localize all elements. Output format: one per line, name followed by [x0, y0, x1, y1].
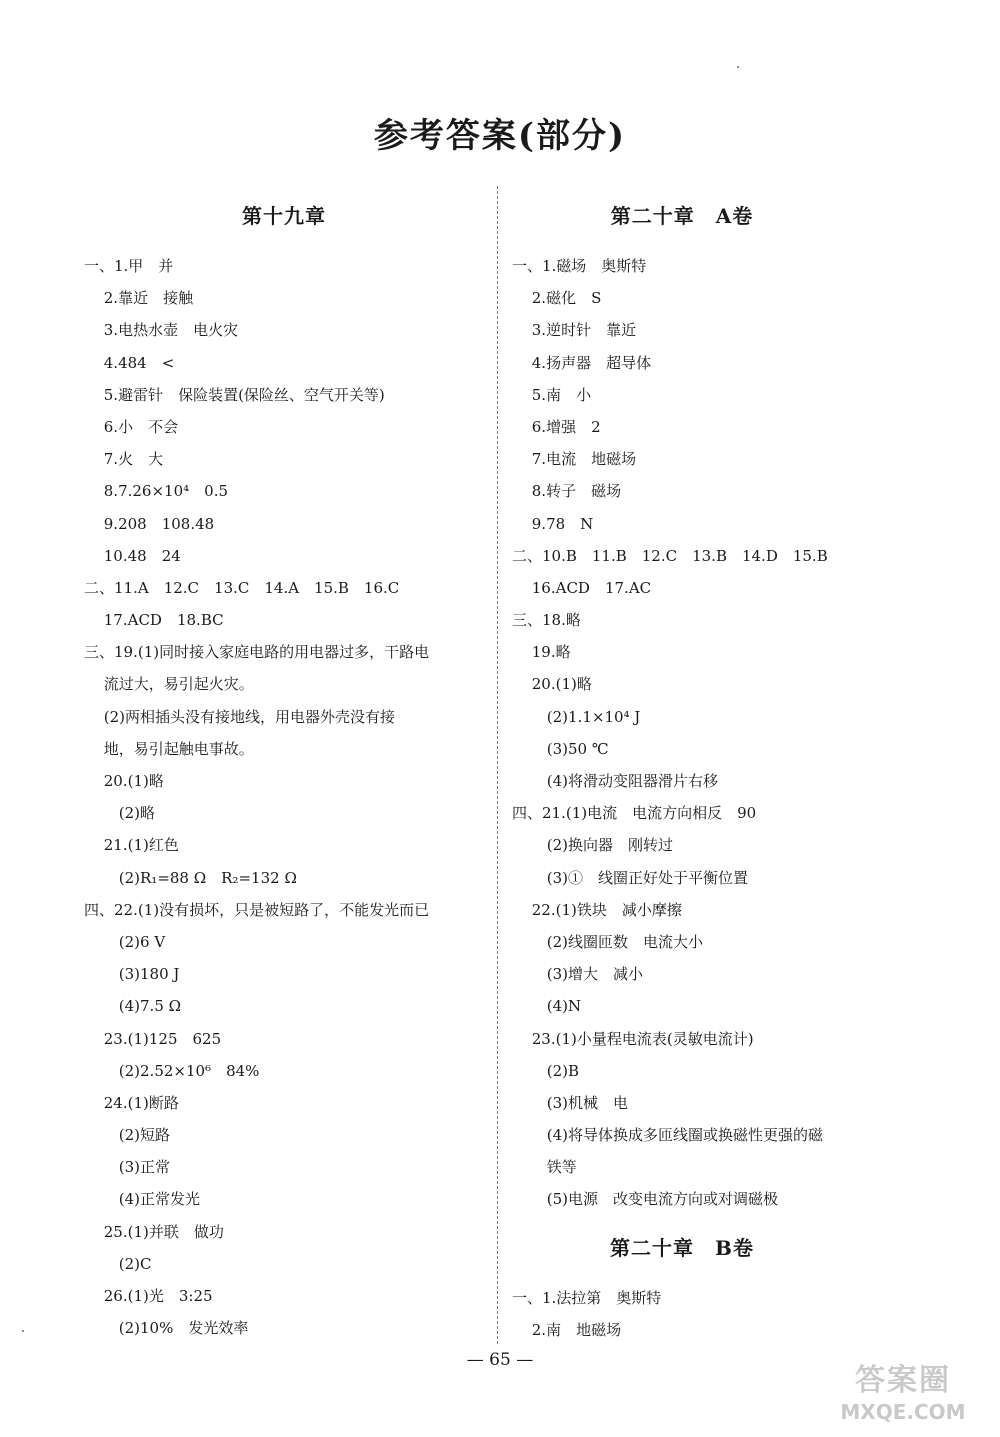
answer-line: (2)略 [84, 804, 156, 823]
answer-line: (3)180 J [84, 965, 180, 984]
column-divider [497, 186, 498, 1344]
answer-line: (3)正常 [84, 1158, 171, 1177]
right-column [512, 200, 932, 1346]
answer-line: 三、19.(1)同时接入家庭电路的用电器过多，干路电 [84, 643, 430, 662]
answer-line: 一、1.法拉第 奥斯特 [512, 1288, 662, 1307]
answer-line: 地，易引起触电事故。 [84, 739, 254, 758]
answer-line: 26.(1)光 3:25 [84, 1287, 213, 1305]
answer-line: 16.ACD 17.AC [512, 578, 652, 597]
answer-line: 17.ACD 18.BC [84, 611, 224, 630]
watermark-url: MXQE.COM [840, 1400, 966, 1424]
answer-line: 10.48 24 [84, 546, 181, 565]
answer-line: 2.磁化 S [512, 289, 602, 308]
answer-line: 5.避雷针 保险装置(保险丝、空气开关等) [84, 385, 385, 404]
answer-line: (2)短路 [84, 1126, 171, 1145]
answer-line: 7.电流 地磁场 [512, 450, 637, 469]
scan-speck [737, 66, 739, 68]
answer-line: (2)R₁=88 Ω R₂=132 Ω [84, 868, 297, 887]
answer-line: (2)两相插头没有接地线，用电器外壳没有接 [84, 707, 396, 726]
answer-line: 24.(1)断路 [84, 1093, 179, 1112]
right-answer-list-a [512, 250, 932, 1216]
answer-line: 流过大，易引起火灾。 [84, 675, 254, 694]
answer-line: 25.(1)并联 做功 [84, 1222, 224, 1241]
answer-line: 23.(1)小量程电流表(灵敏电流计) [512, 1029, 754, 1048]
answer-line: 一、1.甲 并 [84, 257, 174, 275]
answer-line: 3.逆时针 靠近 [512, 321, 637, 340]
answer-line: (3)机械 电 [512, 1093, 629, 1112]
answer-line: (4)将导体换成多匝线圈或换磁性更强的磁 [512, 1126, 824, 1145]
answer-line: 2.靠近 接触 [84, 289, 194, 308]
answer-line: 7.火 大 [84, 450, 164, 469]
answer-line: 23.(1)125 625 [84, 1029, 222, 1048]
scan-speck [22, 1330, 24, 1332]
answer-line: 21.(1)红色 [84, 836, 179, 855]
right-answer-list-b [512, 1282, 932, 1346]
answer-line: 8.转子 磁场 [512, 482, 622, 501]
answer-line: (4)正常发光 [84, 1190, 201, 1209]
answer-line: (2)线圈匝数 电流大小 [512, 932, 704, 951]
answer-line: 四、21.(1)电流 电流方向相反 90 [512, 804, 757, 823]
answer-line: 二、10.B 11.B 12.C 13.B 14.D 15.B [512, 546, 828, 565]
answer-line: 4.484 < [84, 353, 175, 372]
chapter-heading-19: 第十九章 [242, 204, 326, 228]
answer-line: 20.(1)略 [512, 675, 592, 694]
answer-line: 二、11.A 12.C 13.C 14.A 15.B 16.C [84, 578, 400, 597]
answer-line: 9.208 108.48 [84, 514, 215, 533]
answer-line: (2)B [512, 1061, 580, 1080]
answer-line: (4)7.5 Ω [84, 997, 182, 1016]
left-column [84, 200, 484, 1344]
answer-line: 4.扬声器 超导体 [512, 353, 652, 372]
answer-line: (2)C [84, 1254, 152, 1273]
answer-line: (2)1.1×10⁴ J [512, 707, 641, 726]
answer-line: (2)换向器 刚转过 [512, 836, 674, 855]
answer-line: 6.小 不会 [84, 417, 179, 436]
answer-line: 三、18.略 [512, 611, 581, 630]
answer-line: 四、22.(1)没有损坏，只是被短路了，不能发光而已 [84, 900, 430, 919]
answer-line: (4)N [512, 997, 582, 1016]
answer-line: (2)6 V [84, 932, 166, 951]
answer-line: 铁等 [512, 1158, 577, 1177]
left-answer-list [84, 250, 484, 1344]
answer-line: 20.(1)略 [84, 772, 164, 790]
answer-line: (5)电源 改变电流方向或对调磁极 [512, 1190, 779, 1209]
answer-line: 2.南 地磁场 [512, 1320, 622, 1339]
answer-line: 3.电热水壶 电火灾 [84, 321, 239, 340]
answer-line: (2)10% 发光效率 [84, 1319, 249, 1338]
watermark-logo: 答案圈 [855, 1363, 951, 1398]
answer-line: (2)2.52×10⁶ 84% [84, 1061, 260, 1080]
page-number: — 65 — [466, 1350, 534, 1370]
watermark [824, 1362, 982, 1428]
answer-line: (3)增大 减小 [512, 965, 644, 984]
answer-line: (4)将滑动变阻器滑片右移 [512, 772, 719, 790]
answer-line: (3)① 线圈正好处于平衡位置 [512, 868, 749, 887]
answer-line: 9.78 N [512, 514, 594, 533]
answer-line: 8.7.26×10⁴ 0.5 [84, 482, 229, 501]
chapter-heading-20b: 第二十章 B卷 [610, 1235, 754, 1260]
answer-line: 22.(1)铁块 减小摩擦 [512, 900, 682, 919]
page-title: 参考答案(部分) [373, 116, 627, 156]
chapter-heading-20a: 第二十章 A卷 [610, 204, 754, 228]
answer-line: 19.略 [512, 643, 571, 662]
answer-line: 5.南 小 [512, 385, 592, 404]
answer-line: 6.增强 2 [512, 417, 601, 436]
answer-line: (3)50 ℃ [512, 739, 609, 758]
answer-line: 一、1.磁场 奥斯特 [512, 257, 647, 275]
